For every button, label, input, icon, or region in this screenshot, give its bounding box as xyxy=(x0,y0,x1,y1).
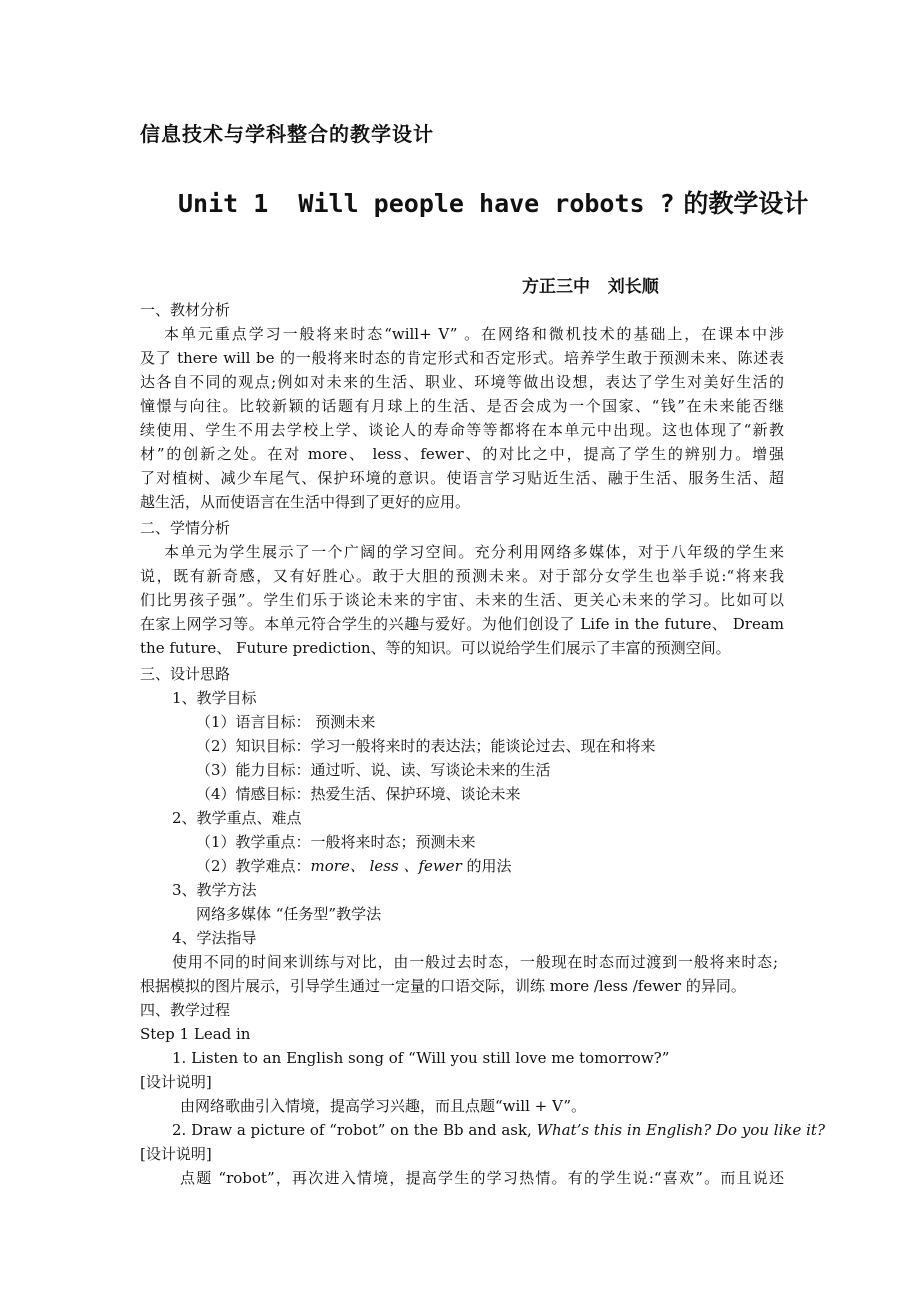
body-line: 们比男孩子强”。学生们乐于谈论未来的宇宙、未来的生活、更关心未来的学习。比如可以 xyxy=(140,591,784,609)
step-item xyxy=(172,1118,825,1142)
draw-instruction: 2. Draw a picture of “robot” on the Bb and ask, xyxy=(172,1121,537,1139)
design-note-label: [设计说明] xyxy=(140,1073,212,1091)
unit-title-english: Unit 1 Will people have robots ? xyxy=(178,189,675,218)
body-line: 使用不同的时间来训练与对比，由一般过去时态，一般现在时态而过渡到一般将来时态; xyxy=(172,953,778,971)
author-line xyxy=(522,272,659,297)
body-line: 憧憬与向往。比较新颖的话题有月球上的生活、是否会成为一个国家、“钱”在未来能否继 xyxy=(140,397,784,415)
body-line: 了对植树、减少车尾气、保护环境的意识。使语言学习贴近生活、融于生活、服务生活、超 xyxy=(140,469,784,487)
section-heading-textbook-analysis: 一、教材分析 xyxy=(140,301,231,319)
subheading-learning-guidance: 4、学法指导 xyxy=(172,929,257,947)
subheading-key-points: 2、教学重点、难点 xyxy=(172,809,302,827)
unit-title xyxy=(178,184,808,220)
design-note-text: 由网络歌曲引入情境，提高学习兴趣，而且点题“will + V”。 xyxy=(180,1097,587,1115)
design-note-text: 点题 “robot”，再次进入情境，提高学生的学习热情。有的学生说:“喜欢”。而且说还 xyxy=(180,1169,784,1187)
goal-item: （2）知识目标：学习一般将来时的表达法；能谈论过去、现在和将来 xyxy=(196,737,656,755)
author-school: 方正三中 xyxy=(522,277,590,297)
unit-title-chinese: 的教学设计 xyxy=(674,189,809,218)
design-note-label: [设计说明] xyxy=(140,1145,212,1163)
body-line: 本单元重点学习一般将来时态“will+ V” 。在网络和微机技术的基础上，在课本中涉 xyxy=(164,325,784,343)
draw-question: What’s this in English? Do you like it? xyxy=(536,1121,825,1139)
body-line: 达各自不同的观点;例如对未来的生活、职业、环境等做出设想，表达了学生对美好生活的 xyxy=(140,373,784,391)
body-line: 根据模拟的图片展示，引导学生通过一定量的口语交际，训练 more /less /fewer 的异同。 xyxy=(140,977,746,995)
difficulty-words: more、 less 、fewer xyxy=(310,857,462,875)
body-line: 越生活，从而使语言在生活中得到了更好的应用。 xyxy=(140,493,471,511)
section-heading-student-analysis: 二、学情分析 xyxy=(140,519,231,537)
body-line: 在家上网学习等。本单元符合学生的兴趣与爱好。为他们创设了 Life in the future、 Dream xyxy=(140,615,784,633)
body-line: 材”的创新之处。在对 more、 less、fewer、的对比之中，提高了学生的辨别力。增强 xyxy=(140,445,784,463)
body-line: 说，既有新奇感，又有好胜心。敢于大胆的预测未来。对于部分女学生也举手说:“将来我 xyxy=(140,567,784,585)
section-heading-teaching-process: 四、教学过程 xyxy=(140,1001,231,1019)
body-line: 本单元为学生展示了一个广阔的学习空间。充分利用网络多媒体，对于八年级的学生来 xyxy=(164,543,784,561)
method-text: 网络多媒体 “任务型”教学法 xyxy=(196,905,382,923)
body-line: 及了 there will be 的一般将来时态的肯定形式和否定形式。培养学生敢于预测未来、陈述表 xyxy=(140,349,784,367)
body-line: the future、 Future prediction、等的知识。可以说给学生们展示了丰富的预测空间。 xyxy=(140,639,731,657)
key-point-item xyxy=(196,854,512,878)
subheading-teaching-method: 3、教学方法 xyxy=(172,881,257,899)
section-heading-design-ideas: 三、设计思路 xyxy=(140,665,231,683)
document-heading: 信息技术与学科整合的教学设计 xyxy=(140,122,434,146)
difficulty-label: （2）教学难点： xyxy=(196,857,311,875)
key-point-item: （1）教学重点：一般将来时态；预测未来 xyxy=(196,833,476,851)
goal-item: （3）能力目标：通过听、说、读、写谈论未来的生活 xyxy=(196,761,551,779)
subheading-teaching-goals: 1、教学目标 xyxy=(172,689,257,707)
author-name: 刘长顺 xyxy=(607,277,659,297)
step-heading: Step 1 Lead in xyxy=(140,1025,251,1043)
difficulty-tail: 的用法 xyxy=(461,857,512,875)
step-item: 1. Listen to an English song of “Will you still love me tomorrow?” xyxy=(172,1049,670,1067)
goal-item: （1）语言目标： 预测未来 xyxy=(196,713,376,731)
goal-item: （4）情感目标：热爱生活、保护环境、谈论未来 xyxy=(196,785,521,803)
body-line: 续使用、学生不用去学校上学、谈论人的寿命等等都将在本单元中出现。这也体现了“新教 xyxy=(140,421,784,439)
